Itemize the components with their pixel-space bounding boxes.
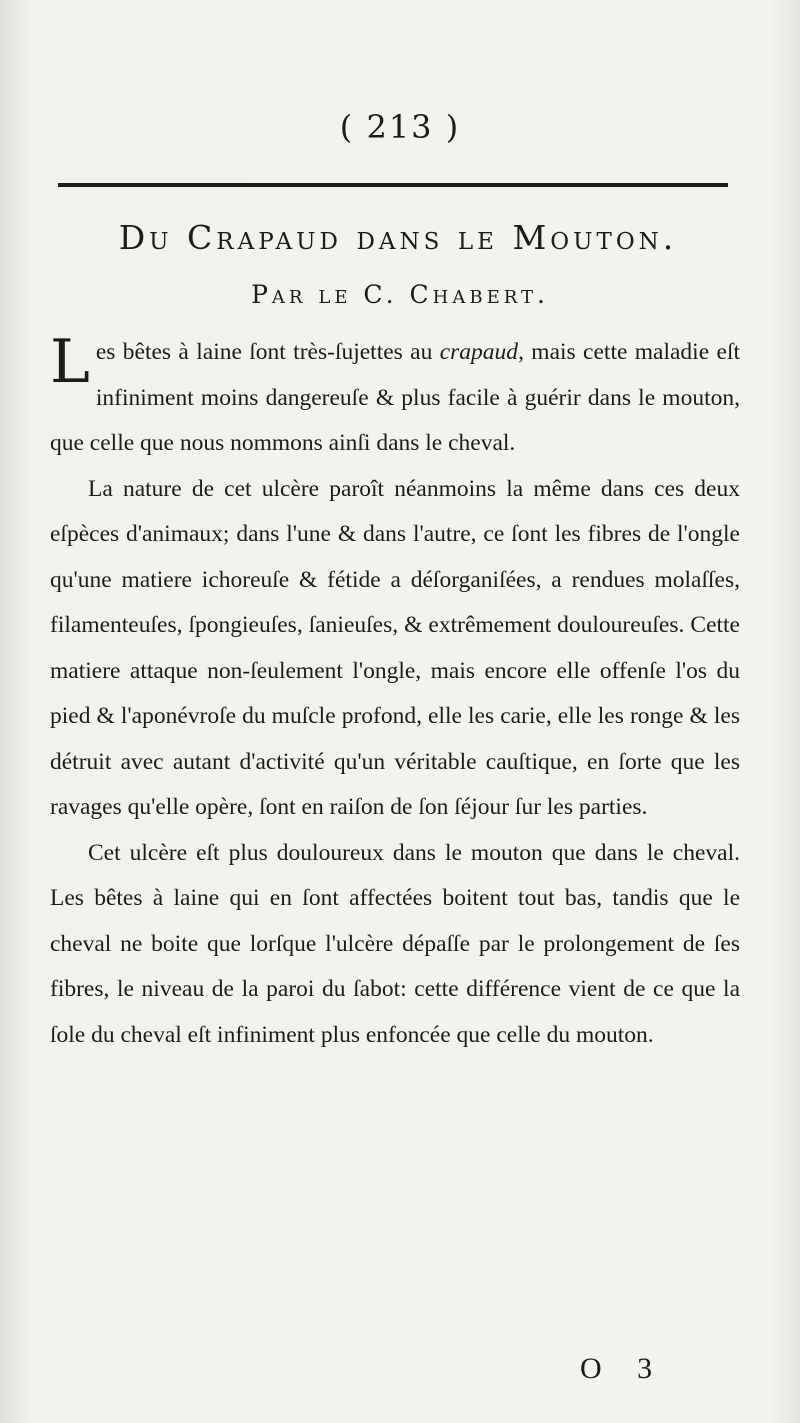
paragraph-1-lead: es bêtes à laine ſont très-ſujettes au (95, 339, 440, 365)
paragraph-1-italic: crapaud (439, 339, 519, 365)
header-rule (58, 183, 728, 187)
body-text (50, 327, 740, 1058)
author-byline: Par le C. Chabert. (251, 280, 549, 309)
chapter-title: Du Crapaud dans le Mouton. (118, 218, 678, 257)
paragraph-2: La nature de cet ulcère paroît néanmoins la même dans ces deux eſpèces d'animaux; dans l'une & dans l'autre, ce ſont les fibres de l'ongle qu'une matiere ichoreuſe & fétide a déſorganiſées, a rendues molaſſes, filamenteuſes, ſpongieuſes, ſanieuſes, & extrêmement douloureuſes. Cette matiere attaque non-ſeulement l'ongle, mais encore elle offenſe l'os du pied & l'aponévroſe du muſcle profond, elle les carie, elle les ronge & les détruit avec autant d'activité qu'un véritable cauſtique, en ſorte que les ravages qu'elle opère, ſont en raiſon de ſon ſéjour ſur les parties. (50, 475, 740, 820)
signature-mark: O 3 (580, 1352, 667, 1385)
paragraph-1 (50, 327, 740, 467)
drop-cap: L (50, 327, 90, 397)
page-number: ( 213 ) (339, 108, 461, 146)
paragraph-1-rest: , mais cette maladie eſt infiniment moins dangereuſe & plus facile à guérir dans le mouton, que celle que nous nommons ainſi dans le cheval. (50, 339, 740, 456)
paragraph-3: Cet ulcère eſt plus douloureux dans le mouton que dans le cheval. Les bêtes à laine qui en ſont affectées boitent tout bas, tandis que le cheval ne boite que lorſque l'ulcère dépaſſe par le prolongement de ſes fibres, le niveau de la paroi du ſabot: cette différence vient de ce que la ſole du cheval eſt infiniment plus enfoncée que celle du mouton. (50, 839, 740, 1048)
